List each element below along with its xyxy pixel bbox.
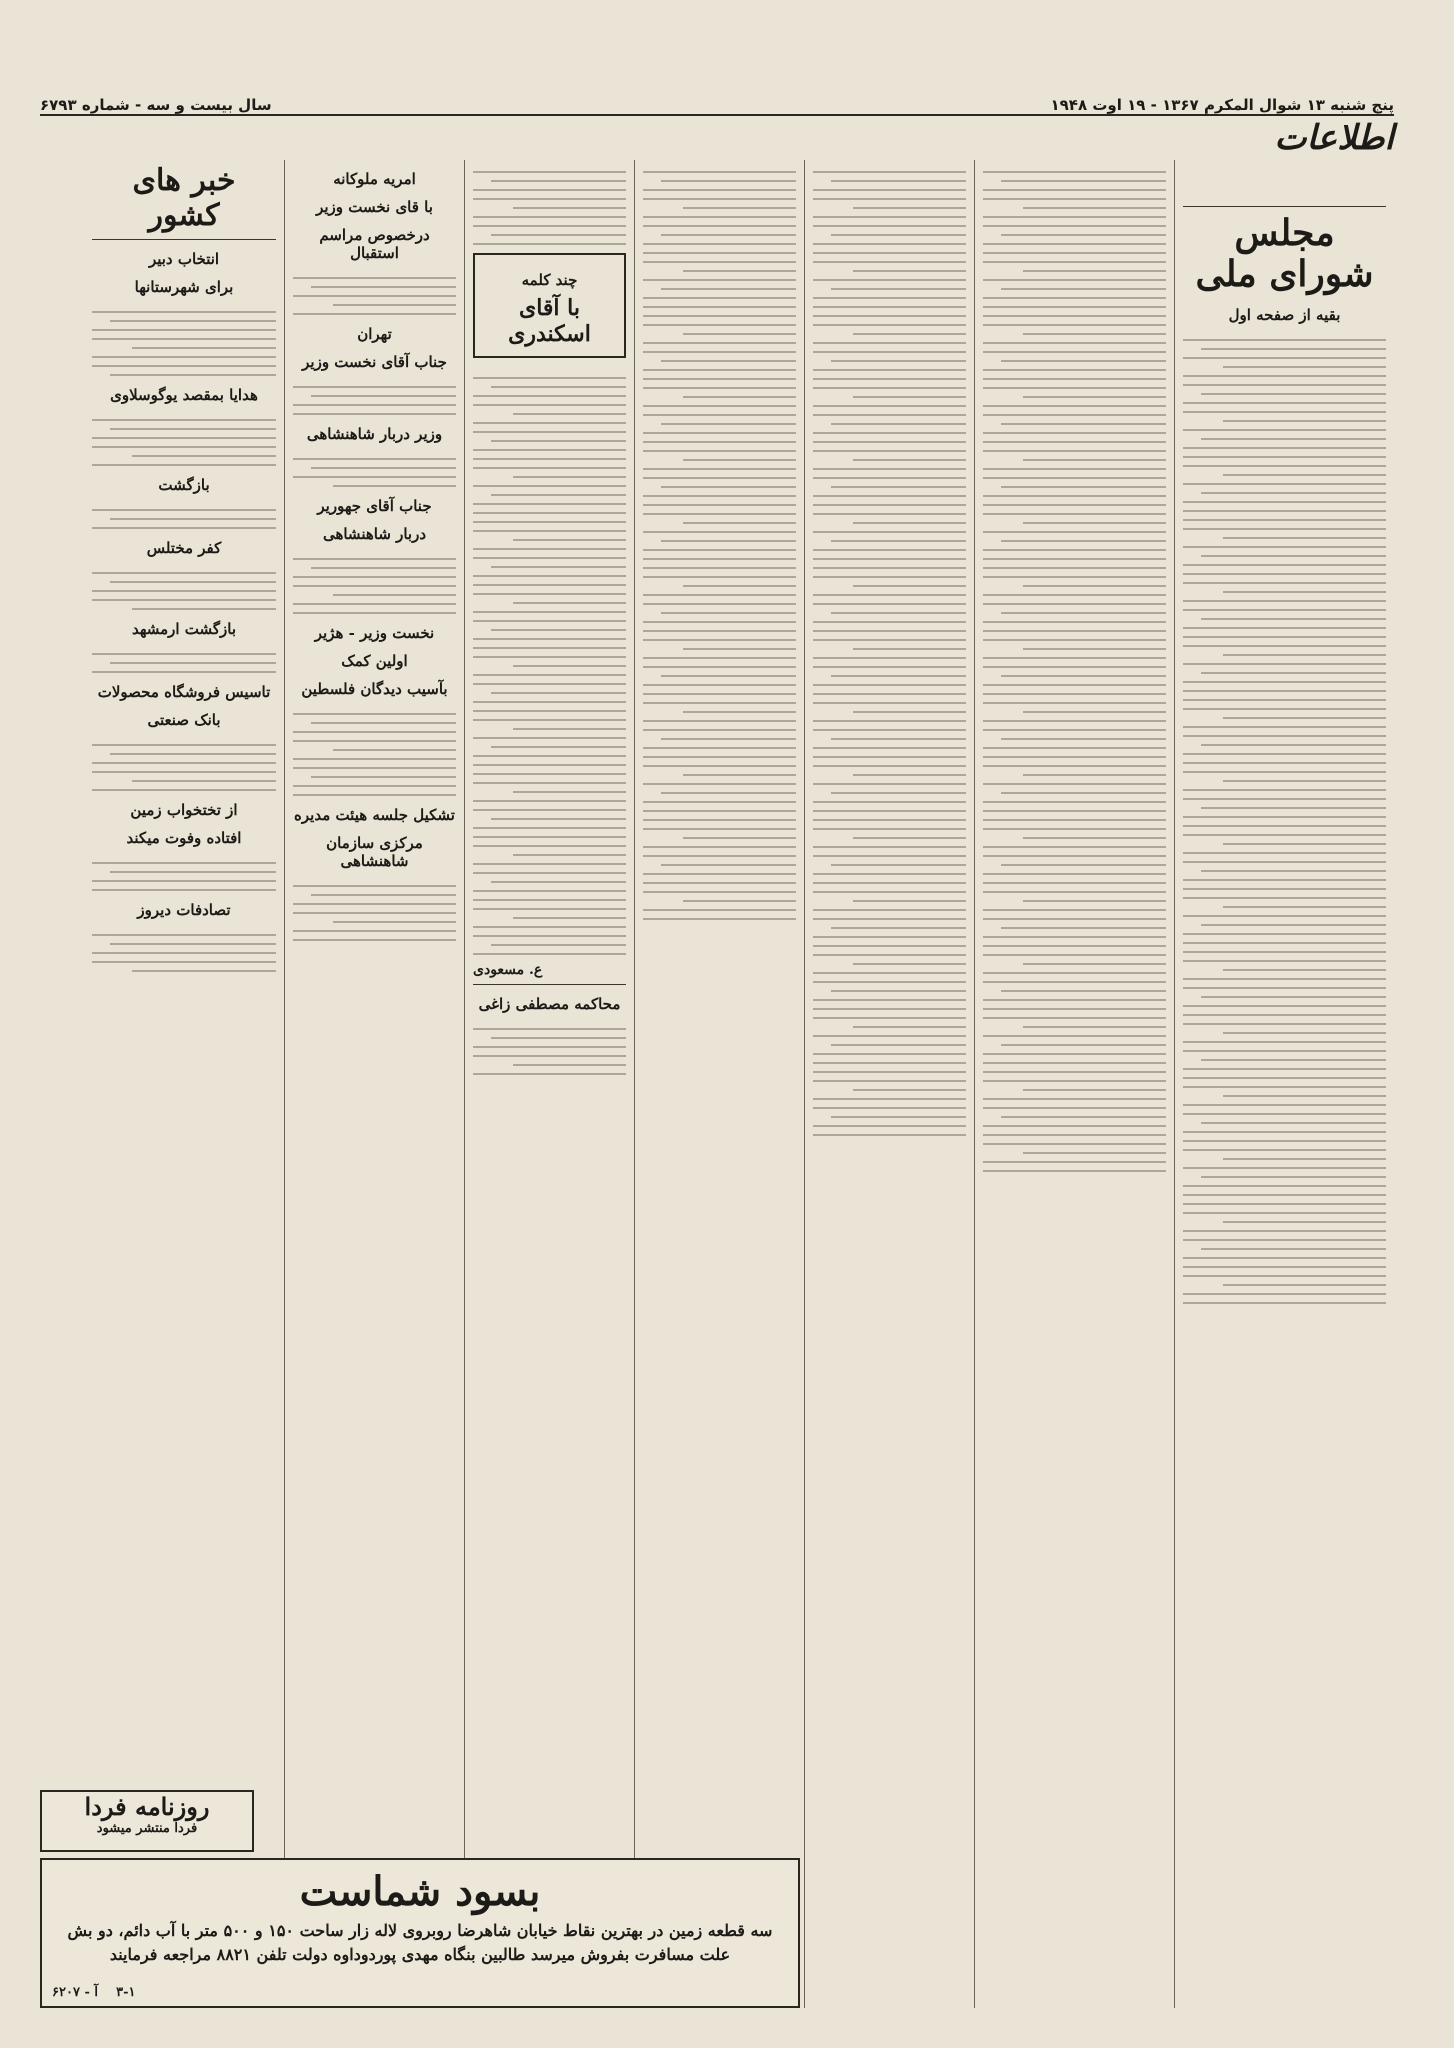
farda-title: روزنامه فردا (84, 1792, 210, 1821)
decree-sub2: درخصوص مراسم استقبال (319, 226, 430, 262)
masthead-logo: اطلاعات (1274, 118, 1394, 158)
eskandari-box (473, 253, 626, 358)
eskandari-box-headline: با آقای اسکندری (508, 295, 591, 348)
ad-ref-code: آ - ۶۲۰۷ (52, 1985, 98, 2000)
news-item-heading: کفر مختلس (146, 539, 222, 557)
column-body (813, 160, 966, 1136)
issue-line: سال بیست و سه - شماره ۶۷۹۳ (40, 96, 272, 114)
news-item-heading: انتخاب دبیر (148, 250, 220, 268)
date-line: پنج شنبه ۱۳ شوال المکرم ۱۳۶۷ - ۱۹ اوت ۱۹۴۸ (1050, 96, 1394, 114)
column-three (804, 160, 974, 2008)
column-body (643, 160, 796, 920)
court-heading: جناب آقای جهوریر (317, 497, 432, 515)
column-parliament-cont (974, 160, 1174, 2008)
news-item-heading: هدایا بمقصد یوگوسلاوی (110, 386, 258, 404)
parliament-headline: مجلس شورای ملی (1195, 212, 1374, 296)
page-header (40, 88, 1394, 116)
column-body (983, 160, 1166, 1172)
ad-title: بسود شماست (299, 1868, 541, 1915)
pm-heading: جناب آقای نخست وزیر (302, 353, 447, 371)
palestine-heading: بآسیب دیدگان فلسطین (301, 680, 448, 698)
decree-title: امریه ملوکانه (333, 170, 416, 188)
ad-code (52, 1985, 135, 2000)
farda-subtitle: فردا منتشر میشود (96, 1821, 198, 1836)
news-item-heading: بانک صنعتی (147, 711, 221, 729)
news-item-heading: بازگشت (158, 476, 210, 494)
column-body (473, 366, 626, 955)
column-body-top (473, 160, 626, 245)
court-sub: دربار شاهنشاهی (322, 525, 427, 543)
column-parliament (1174, 160, 1394, 2008)
hazhir-heading: نخست وزیر - هژیر (314, 624, 435, 642)
article-signature: ع. مسعودی (473, 961, 543, 978)
parliament-body (1183, 328, 1386, 1304)
eskandari-box-title: چند کلمه (521, 271, 578, 289)
news-item-heading: افتاده وفوت میکند (126, 829, 242, 847)
farda-newspaper-box (40, 1790, 254, 1852)
decree-sub: با قای نخست وزیر (316, 198, 433, 216)
columns-container (40, 160, 1394, 2008)
column-country-news (84, 160, 284, 2008)
ad-page-code: ۳-۱ (116, 1985, 136, 2000)
column-decrees (284, 160, 464, 2008)
classified-ad (40, 1858, 800, 2008)
parliament-subhead: بقیه از صفحه اول (1228, 305, 1341, 324)
board-meeting-heading: تشکیل جلسه هیئت مدیره (294, 806, 455, 824)
country-news-headline: خبر های کشور (132, 163, 236, 233)
court-minister-heading: وزیر دربار شاهنشاهی (306, 425, 443, 443)
zaghi-trial-subhead: محاکمه مصطفی زاغی (478, 994, 621, 1013)
column-body (473, 1017, 626, 1075)
news-item-heading: برای شهرستانها (134, 278, 234, 296)
news-item-heading: از تختخواب زمین (130, 801, 238, 819)
column-four (634, 160, 804, 2008)
board-meeting-sub: مرکزی سازمان شاهنشاهی (326, 834, 423, 870)
ad-text: سه قطعه زمین در بهترین نقاط خیابان شاهرضا روبروی لاله زار ساحت ۱۵۰ و ۵۰۰ متر با آب دائم، دو بش علت مسافرت بفروش میرسد طالبین بنگاه مهدی پوردوداوه دولت تلفن ۸۸۲۱ مراجعه فرمایند (67, 1921, 773, 1964)
tehran-heading: تهران (357, 325, 392, 343)
news-item-heading: تاسیس فروشگاه محصولات (97, 683, 271, 701)
column-eskandari (464, 160, 634, 2008)
news-item-heading: تصادفات دیروز (137, 901, 231, 919)
news-item-heading: بازگشت ارمشهد (131, 620, 237, 638)
first-aid-heading: اولین کمک (341, 652, 408, 670)
